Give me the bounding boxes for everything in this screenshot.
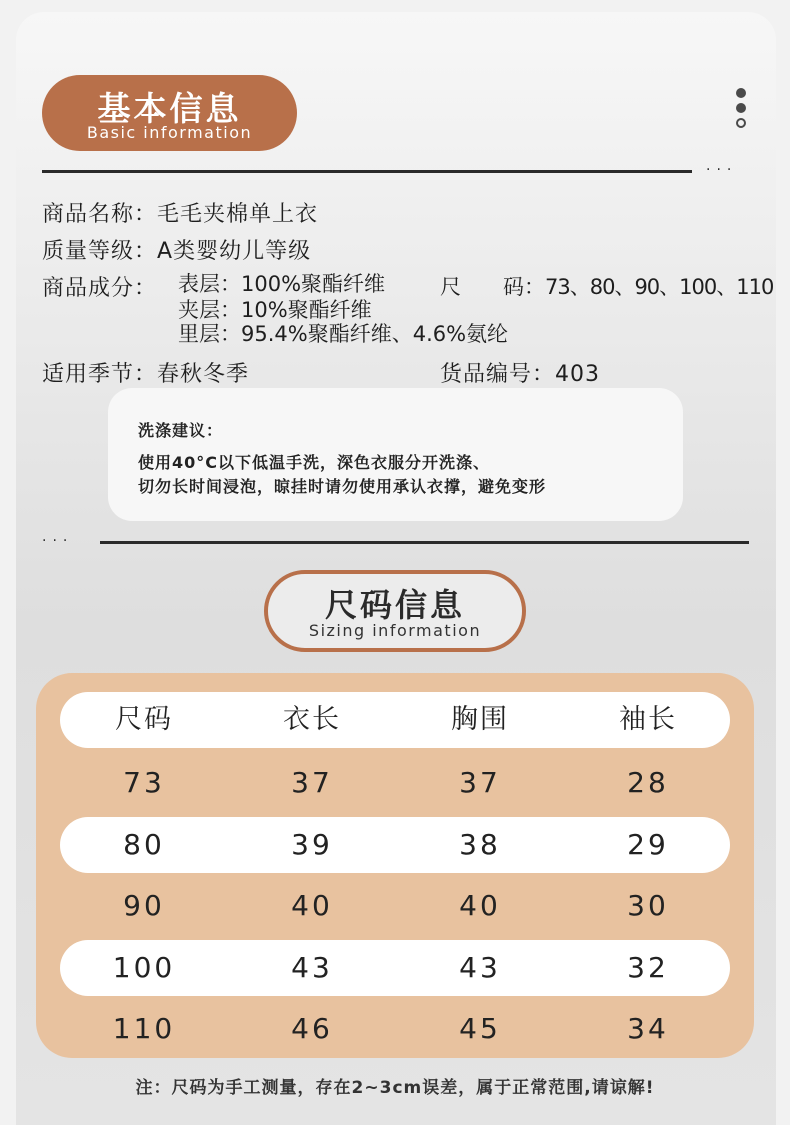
divider-dots-top: ··· <box>706 162 738 178</box>
cell-chest: 45 <box>459 1012 501 1045</box>
cell-chest: 37 <box>459 766 501 799</box>
header-size: 尺码 <box>115 704 173 735</box>
info-name-label: 商品名称： <box>42 202 158 227</box>
more-dots-icon <box>736 88 746 133</box>
info-grade-row <box>42 234 311 265</box>
cell-length: 43 <box>291 951 333 984</box>
size-info-subtitle: Sizing information <box>308 621 482 640</box>
cell-size: 80 <box>123 828 165 861</box>
info-season-value: 春秋冬季 <box>157 362 250 387</box>
info-name-value: 毛毛夹棉单上衣 <box>157 202 319 227</box>
cell-size: 100 <box>112 951 176 984</box>
table-row <box>60 817 730 873</box>
header-length: 衣长 <box>283 704 341 735</box>
info-grade-label: 质量等级： <box>42 239 158 264</box>
header-chest: 胸围 <box>451 704 509 735</box>
wash-line1: 使用40°C以下低温手洗，深色衣服分开洗涤、 <box>138 453 491 472</box>
info-size-label: 尺 码： <box>440 275 545 299</box>
info-comp-line2: 夹层：10%聚酯纤维 <box>178 298 372 322</box>
info-grade-value: A类婴幼儿等级 <box>157 239 312 264</box>
info-sku-label: 货品编号： <box>440 362 556 387</box>
info-size-value: 73、80、90、100、110 <box>545 275 774 299</box>
cell-sleeve: 32 <box>627 951 669 984</box>
size-info-badge <box>264 570 526 652</box>
cell-length: 46 <box>291 1012 333 1045</box>
measurement-note: 注：尺码为手工测量，存在2~3cm误差，属于正常范围,请谅解! <box>135 1078 655 1098</box>
divider-top <box>42 170 692 173</box>
info-size-row <box>440 271 773 301</box>
cell-size: 110 <box>112 1012 176 1045</box>
header-sleeve: 袖长 <box>619 704 677 735</box>
divider-dots-mid: ··· <box>42 533 74 549</box>
info-comp-line3: 里层：95.4%聚酯纤维、4.6%氨纶 <box>178 322 509 346</box>
cell-size: 90 <box>123 889 165 922</box>
cell-length: 37 <box>291 766 333 799</box>
basic-info-title: 基本信息 <box>97 89 242 128</box>
cell-size: 73 <box>123 766 165 799</box>
wash-advice-box <box>108 388 683 521</box>
info-season-label: 适用季节： <box>42 362 158 387</box>
info-comp-line1: 表层：100%聚酯纤维 <box>178 272 386 296</box>
table-row <box>60 1001 730 1057</box>
cell-sleeve: 29 <box>627 828 669 861</box>
size-table-header <box>60 692 730 748</box>
info-sku-value: 403 <box>555 362 601 387</box>
basic-info-subtitle: Basic information <box>86 123 253 142</box>
basic-info-badge <box>42 75 297 151</box>
cell-sleeve: 34 <box>627 1012 669 1045</box>
cell-chest: 43 <box>459 951 501 984</box>
divider-mid <box>100 541 749 544</box>
cell-chest: 40 <box>459 889 501 922</box>
cell-chest: 38 <box>459 828 501 861</box>
info-season-row <box>42 357 249 388</box>
cell-sleeve: 30 <box>627 889 669 922</box>
info-sku-row <box>440 357 600 388</box>
info-comp-label: 商品成分： <box>42 276 158 301</box>
wash-title: 洗涤建议： <box>138 421 224 440</box>
cell-length: 39 <box>291 828 333 861</box>
cell-sleeve: 28 <box>627 766 669 799</box>
table-row <box>60 755 730 811</box>
size-info-title: 尺码信息 <box>324 586 465 624</box>
wash-line2: 切勿长时间浸泡，晾挂时请勿使用承认衣撑，避免变形 <box>138 477 547 496</box>
info-name-row <box>42 197 318 228</box>
cell-length: 40 <box>291 889 333 922</box>
table-row <box>60 940 730 996</box>
table-row <box>60 878 730 934</box>
